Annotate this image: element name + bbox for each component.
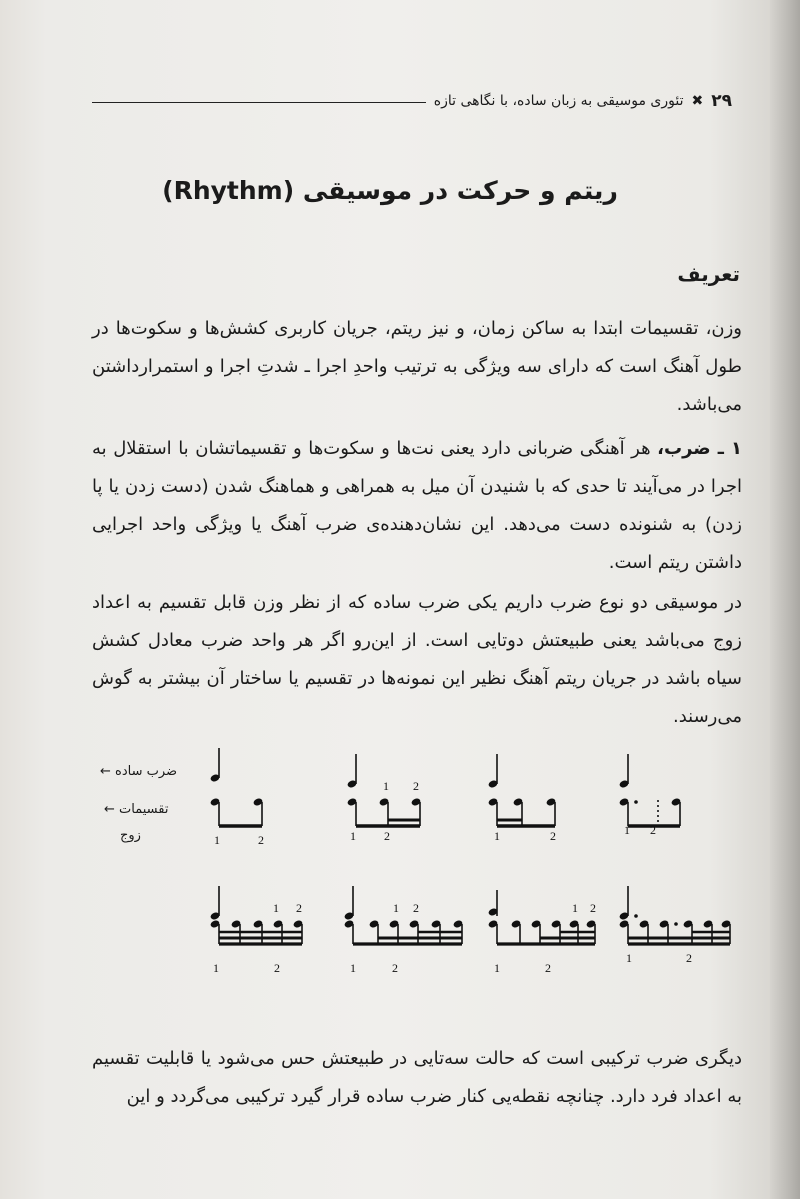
svg-text:2: 2 — [296, 901, 302, 915]
rhythm-example-4 — [628, 754, 680, 826]
paragraph-beat — [92, 430, 742, 582]
paragraph-compound-beat: دیگری ضرب ترکیبی است که حالت سه‌تایی در طبیعتش حس می‌شود یا قابلیت تقسیم به اعداد فرد دارد. چنانچه نقطه‌یی کنار ضرب ساده قرار گیرد ترکیبی می‌گردد و این — [92, 1048, 742, 1107]
running-title: تئوری موسیقی به زبان ساده، با نگاهی تازه — [433, 93, 684, 109]
svg-text:1: 1 — [214, 833, 220, 847]
rhythm-example-6 — [353, 886, 462, 944]
svg-text:2: 2 — [590, 901, 596, 915]
svg-text:1: 1 — [494, 829, 500, 843]
svg-text:2: 2 — [550, 829, 556, 843]
svg-text:1: 1 — [572, 901, 578, 915]
svg-text:2: 2 — [274, 961, 280, 975]
header-ornament-icon: ✖ — [691, 93, 704, 109]
svg-text:1: 1 — [393, 901, 399, 915]
paragraph-definition: وزن، تقسیمات ابتدا به ساکن زمان، و نیز ریتم، جریان کاربری کشش‌ها و سکوت‌ها در طول آهنگ است که دارای سه ویژگی به ترتیب واحدِ اجرا ـ شدتِ اجرا و استمرارداشتن می‌باشد. — [92, 318, 742, 415]
svg-text:2: 2 — [413, 901, 419, 915]
running-header — [92, 86, 732, 116]
svg-text:1: 1 — [626, 951, 632, 965]
svg-text:2: 2 — [384, 829, 390, 843]
svg-text:1: 1 — [350, 829, 356, 843]
svg-text:1: 1 — [273, 901, 279, 915]
notation-label-subdivisions: تقسیمات ← — [104, 802, 169, 817]
arrow-icon: ← — [104, 802, 115, 817]
notation-label-simple-beat: ضرب ساده ← — [100, 764, 178, 779]
notation-label-even: زوج — [120, 828, 141, 843]
svg-text:2: 2 — [686, 951, 692, 965]
svg-text:1: 1 — [383, 779, 389, 793]
section-heading: تعریف — [677, 262, 740, 286]
paragraph-beat-lead: ۱ ـ ضرب، — [657, 438, 742, 459]
page-number: ۲۹ — [711, 91, 732, 111]
rhythm-notation-figure — [0, 740, 800, 980]
svg-text:1: 1 — [494, 961, 500, 975]
header-rule — [92, 102, 426, 103]
paragraph-beat-text: هر آهنگی ضربانی دارد یعنی نت‌ها و سکوت‌ها و تقسیماتشان با استقلال به اجرا در می‌آیند تا حدی که با شنیدن آن میل به همراهی و هماهنگ شدن (دست زدن یا پا زدن) به شنونده دست می‌دهد. این نشان‌دهنده‌ی ضرب آهنگ یا ویژگی واحد اجرایی داشتن ریتم است. — [92, 438, 742, 573]
svg-text:1: 1 — [624, 823, 630, 837]
rhythm-example-7 — [497, 890, 595, 944]
svg-text:1: 1 — [213, 961, 219, 975]
svg-text:2: 2 — [392, 961, 398, 975]
svg-text:1: 1 — [350, 961, 356, 975]
rhythm-example-8 — [628, 886, 730, 944]
svg-text:2: 2 — [545, 961, 551, 975]
book-spine-shadow — [770, 0, 800, 1199]
svg-text:2: 2 — [413, 779, 419, 793]
rhythm-example-3 — [497, 754, 555, 826]
svg-text:2: 2 — [650, 823, 656, 837]
rhythm-example-5 — [219, 886, 302, 944]
arrow-icon: ← — [100, 764, 111, 779]
rhythm-example-1 — [219, 748, 262, 826]
svg-text:2: 2 — [258, 833, 264, 847]
chapter-title: ریتم و حرکت در موسیقی (Rhythm) — [162, 176, 618, 205]
paragraph-simple-beat: در موسیقی دو نوع ضرب داریم یکی ضرب ساده که از نظر وزن قابل تقسیم به اعداد زوج می‌باشد یعنی طبیعتش دوتایی است. از این‌رو اگر هر واحد ضرب معادل کشش سیاه باشد در جریان ریتم آهنگ نظیر این نمونه‌ها در تقسیم یا ساختار آن بیشتر به گوش می‌رسند. — [92, 592, 742, 727]
